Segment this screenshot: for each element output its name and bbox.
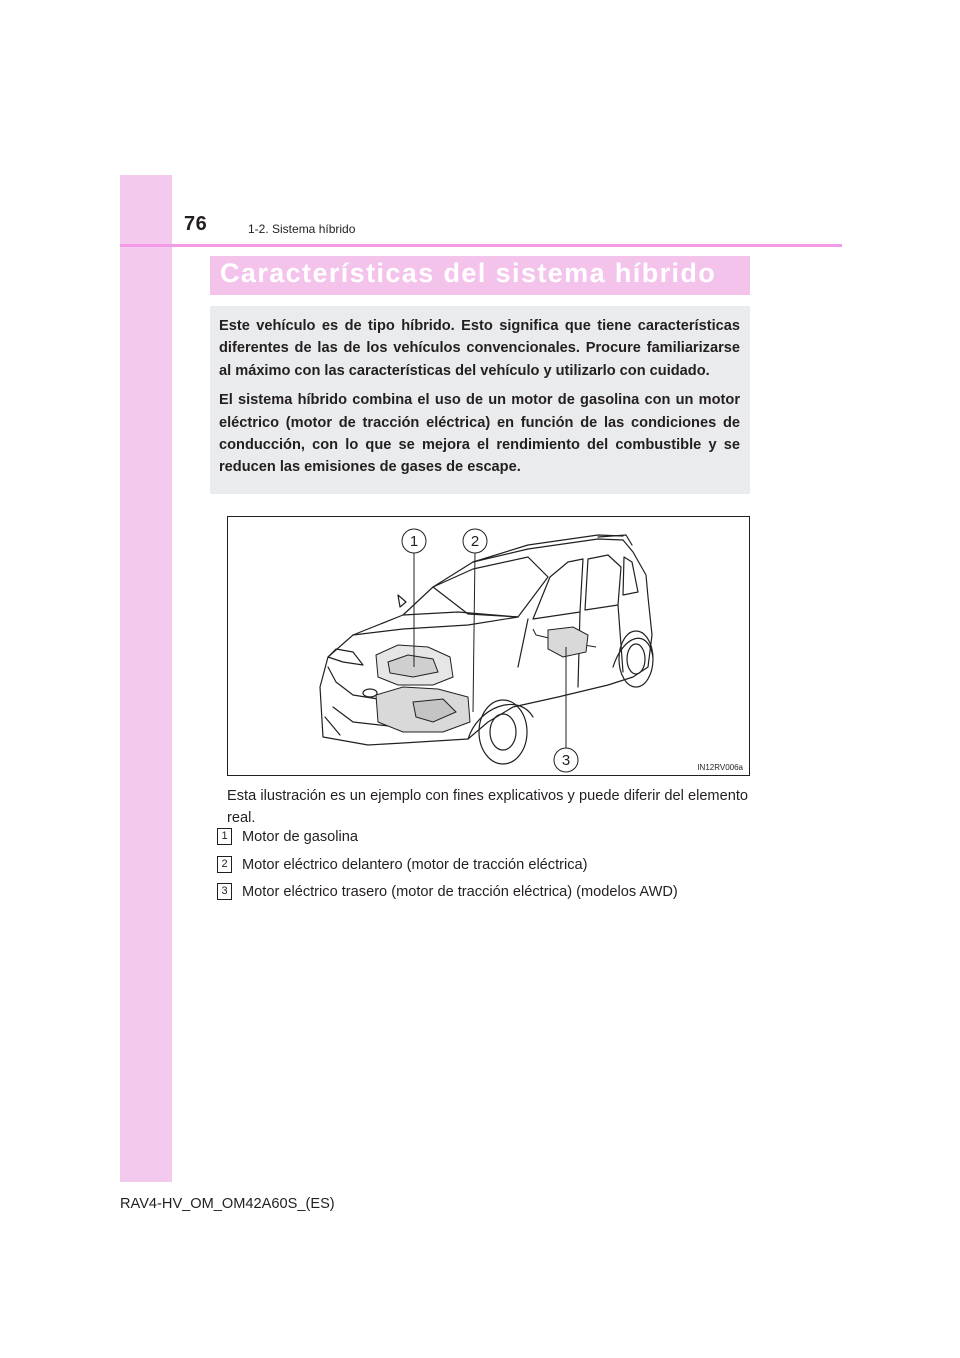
- rear-electric-motor: [533, 627, 596, 657]
- front-electric-motor: [376, 687, 470, 732]
- legend-item: [217, 828, 757, 851]
- legend-number: 1: [217, 828, 232, 845]
- rear-side-window: [585, 555, 621, 610]
- legend-text: Motor eléctrico trasero (motor de tracción eléctrica) (modelos AWD): [242, 884, 678, 900]
- legend-number: 2: [217, 856, 232, 873]
- legend-number: 3: [217, 883, 232, 900]
- front-side-window: [533, 559, 583, 619]
- vehicle-illustration: [227, 516, 750, 776]
- section-title: 1-2. Sistema híbrido: [248, 222, 356, 236]
- rear-wheel-hub: [627, 644, 645, 674]
- leader-line-2: [473, 553, 475, 712]
- rear-wheel: [619, 631, 653, 687]
- quarter-window: [623, 557, 638, 595]
- page-title: Características del sistema híbrido: [220, 258, 717, 288]
- legend-text: Motor de gasolina: [242, 829, 359, 845]
- side-tab-strip: [120, 175, 172, 1182]
- figure-code: IN12RV006a: [697, 763, 743, 772]
- headlight: [328, 649, 363, 665]
- footer-document-code: RAV4-HV_OM_OM42A60S_(ES): [120, 1196, 335, 1212]
- intro-paragraph-1: Este vehículo es de tipo híbrido. Esto significa que tiene características diferentes de las de los vehículos convencionales. Procure familiarizarse al máximo con las características del vehículo y utilizarlo con cuidado.: [219, 318, 740, 379]
- callout-label-1: 1: [409, 533, 419, 550]
- front-wheel-hub: [490, 714, 516, 750]
- intro-box: [210, 306, 750, 494]
- toyota-emblem: [363, 689, 377, 697]
- intro-paragraph-2: El sistema híbrido combina el uso de un motor de gasolina con un motor eléctrico (motor de tracción eléctrica) en función de las condiciones de conducción, con lo que se mejora el rendimiento del combustible y se reducen las emisiones de gases de escape.: [219, 392, 740, 476]
- vehicle-drawing: [228, 517, 749, 775]
- callout-label-2: 2: [470, 533, 480, 550]
- page-number: 76: [184, 213, 208, 235]
- header-rule: [120, 244, 842, 247]
- legend-item: [217, 883, 757, 906]
- legend-item: [217, 856, 757, 879]
- front-wheel-arch: [468, 704, 533, 739]
- side-mirror: [398, 595, 406, 607]
- title-banner: [210, 256, 750, 295]
- figure-caption: Esta ilustración es un ejemplo con fines explicativos y puede diferir del elemento real.: [227, 788, 748, 827]
- callout-label-3: 3: [561, 752, 571, 769]
- legend-list: [217, 828, 757, 911]
- windshield: [433, 557, 548, 617]
- front-wheel: [479, 700, 527, 764]
- legend-text: Motor eléctrico delantero (motor de tracción eléctrica): [242, 856, 588, 873]
